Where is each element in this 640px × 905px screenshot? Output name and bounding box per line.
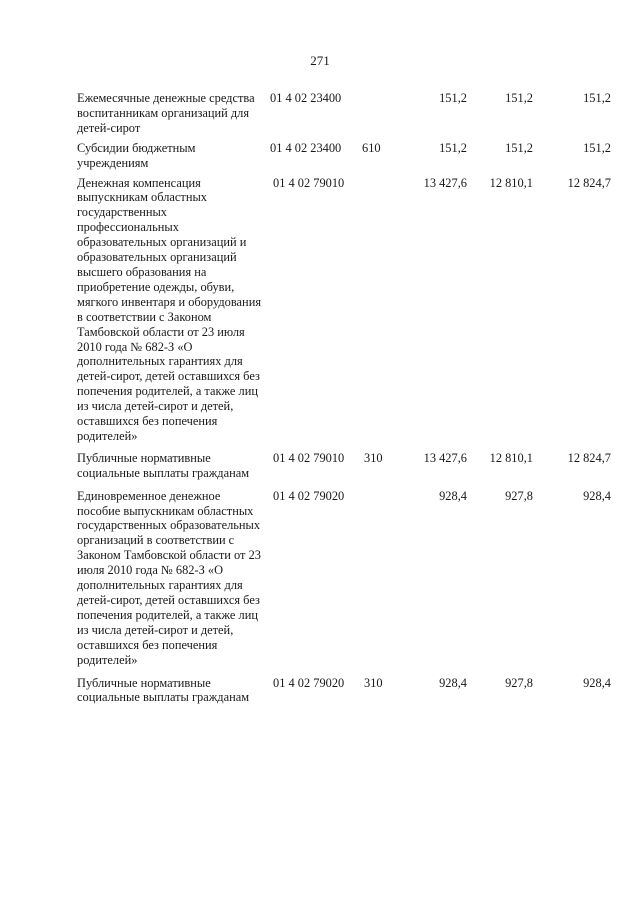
row-value-year-3: 12 824,7 — [567, 450, 611, 465]
row-value-year-1: 928,4 — [439, 675, 467, 690]
table-row — [77, 676, 611, 706]
row-name: Единовременное денежное пособие выпускникам областных государственных образовательных организаций в соответствии с Законом Тамбовской области от 23 июля 2010 года № 682-З «О дополнительных гарантиях для детей-сирот, детей оставшихся без попечения родителей, а также лиц из числа детей-сирот и детей, оставшихся без попечения родителей» — [77, 488, 261, 667]
row-value-year-3: 928,4 — [583, 488, 611, 503]
row-code: 01 4 02 79010 — [273, 450, 345, 465]
page-number: 271 — [310, 53, 330, 68]
row-code: 01 4 02 23400 — [270, 140, 342, 155]
row-value-year-2: 927,8 — [505, 488, 533, 503]
table-row — [77, 176, 611, 444]
row-name: Публичные нормативные социальные выплаты гражданам — [77, 675, 250, 705]
row-value-year-1: 928,4 — [439, 488, 467, 503]
row-code: 01 4 02 79020 — [273, 675, 345, 690]
table-row — [77, 451, 611, 481]
table-row — [77, 141, 611, 171]
row-code: 01 4 02 79020 — [273, 488, 345, 503]
row-code: 01 4 02 79010 — [273, 175, 345, 190]
row-value-year-2: 151,2 — [505, 140, 533, 155]
row-value-year-2: 927,8 — [505, 675, 533, 690]
row-expense-type: 610 — [362, 140, 381, 155]
row-value-year-2: 12 810,1 — [489, 175, 533, 190]
row-value-year-3: 151,2 — [583, 91, 611, 105]
row-name: Ежемесячные денежные средства воспитанникам организаций для детей-сирот — [77, 91, 255, 135]
row-value-year-3: 151,2 — [583, 140, 611, 155]
table-row — [77, 91, 611, 136]
row-value-year-3: 928,4 — [583, 675, 611, 690]
row-name: Субсидии бюджетным учреждениям — [77, 140, 196, 170]
row-name: Публичные нормативные социальные выплаты гражданам — [77, 450, 250, 480]
row-value-year-1: 13 427,6 — [423, 175, 467, 190]
row-value-year-2: 151,2 — [505, 91, 533, 105]
row-value-year-2: 12 810,1 — [489, 450, 533, 465]
row-expense-type: 310 — [364, 675, 383, 690]
row-value-year-1: 151,2 — [439, 140, 467, 155]
row-value-year-3: 12 824,7 — [567, 175, 611, 190]
row-name: Денежная компенсация выпускникам областных государственных профессиональных образовательных организаций и образовательных организаций высшего образования на приобретение одежды, обуви, мягкого инвентаря и оборудования в соответствии с Законом Тамбовской области от 23 июля 2010 года № 682-З «О дополнительных гарантиях для детей-сирот, детей оставшихся без попечения родителей, а также лиц из числа детей-сирот и детей, оставшихся без попечения родителей» — [77, 175, 262, 443]
table-row — [77, 489, 611, 668]
row-value-year-1: 151,2 — [439, 91, 467, 105]
budget-table — [77, 91, 611, 705]
row-value-year-1: 13 427,6 — [423, 450, 467, 465]
row-code: 01 4 02 23400 — [270, 91, 342, 105]
row-expense-type: 310 — [364, 450, 383, 465]
